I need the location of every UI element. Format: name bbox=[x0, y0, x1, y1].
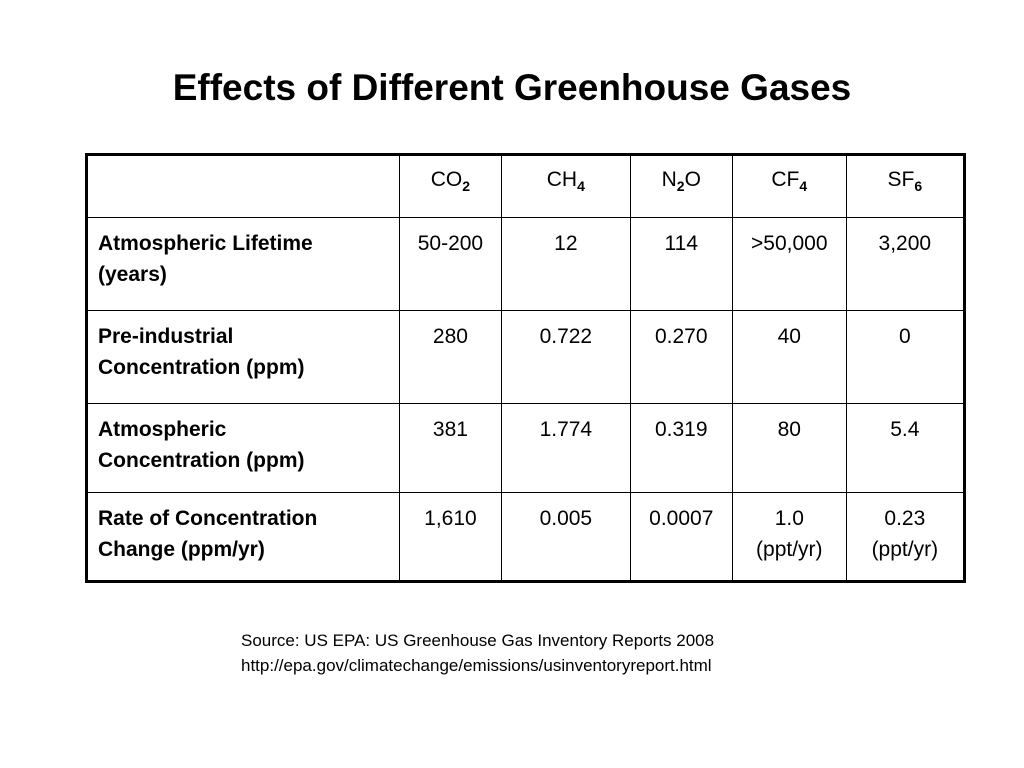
header-cf4: $CF_4$ bbox=[732, 155, 846, 218]
header-empty-cell bbox=[87, 155, 400, 218]
header-ch4: $CH_4$ bbox=[502, 155, 631, 218]
cell-cf4: 1.0 (ppt/yr) bbox=[732, 493, 846, 582]
table-row-preindustrial-concentration bbox=[87, 311, 965, 404]
cell-co2: 280 bbox=[399, 311, 501, 404]
slide-title: Effects of Different Greenhouse Gases bbox=[172, 67, 852, 108]
cell-cf4: 40 bbox=[732, 311, 846, 404]
source-url: http://epa.gov/climatechange/emissions/usinventoryreport.html bbox=[241, 656, 712, 675]
cell-ch4: 1.774 bbox=[502, 404, 631, 493]
cell-co2: 50-200 bbox=[399, 218, 501, 311]
cell-cf4: 80 bbox=[732, 404, 846, 493]
header-co2: $CO_2$ bbox=[399, 155, 501, 218]
cell-n2o: 0.319 bbox=[630, 404, 732, 493]
cell-sf6: 5.4 bbox=[846, 404, 964, 493]
cell-ch4: 12 bbox=[502, 218, 631, 311]
cell-cf4: >50,000 bbox=[732, 218, 846, 311]
table-header-row bbox=[87, 155, 965, 218]
cell-co2: 381 bbox=[399, 404, 501, 493]
cell-ch4: 0.722 bbox=[502, 311, 631, 404]
row-label: Atmospheric Lifetime (years) bbox=[87, 218, 400, 311]
source-citation bbox=[241, 628, 714, 678]
table-row-atmospheric-lifetime bbox=[87, 218, 965, 311]
cell-n2o: 114 bbox=[630, 218, 732, 311]
row-label: Pre-industrial Concentration (ppm) bbox=[87, 311, 400, 404]
cell-ch4: 0.005 bbox=[502, 493, 631, 582]
cell-sf6: 0 bbox=[846, 311, 964, 404]
table-row-atmospheric-concentration bbox=[87, 404, 965, 493]
cell-sf6: 3,200 bbox=[846, 218, 964, 311]
cell-n2o: 0.0007 bbox=[630, 493, 732, 582]
cell-co2: 1,610 bbox=[399, 493, 501, 582]
cell-sf6: 0.23 (ppt/yr) bbox=[846, 493, 964, 582]
cell-n2o: 0.270 bbox=[630, 311, 732, 404]
greenhouse-gas-table bbox=[85, 153, 966, 583]
header-n2o: $N_2O$ bbox=[630, 155, 732, 218]
row-label: Atmospheric Concentration (ppm) bbox=[87, 404, 400, 493]
row-label: Rate of Concentration Change (ppm/yr) bbox=[87, 493, 400, 582]
table-row-rate-of-change bbox=[87, 493, 965, 582]
source-line: Source: US EPA: US Greenhouse Gas Inventory Reports 2008 bbox=[241, 631, 715, 650]
header-sf6: $SF_6$ bbox=[846, 155, 964, 218]
